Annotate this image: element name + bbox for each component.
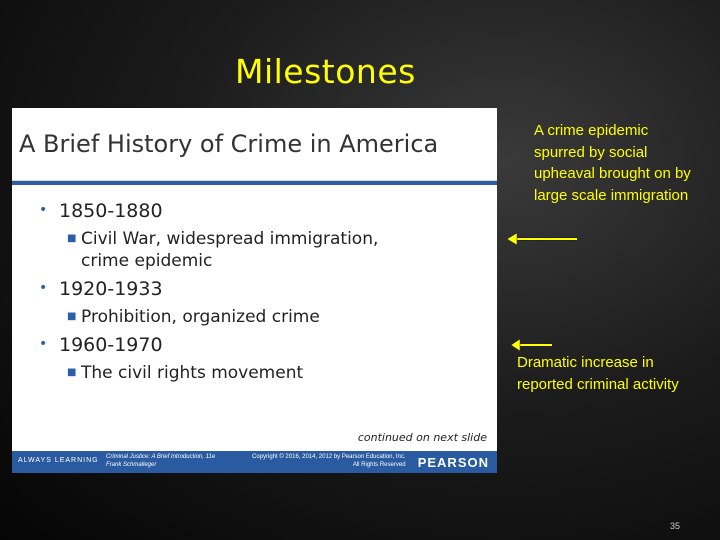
bullet-square-icon: ■ <box>67 233 77 244</box>
embedded-slide-title: A Brief History of Crime in America <box>19 130 439 158</box>
period-label: 1850-1880 <box>59 200 163 222</box>
annotation-civil-rights: Dramatic increase in reported criminal activity <box>517 354 679 393</box>
detail-text: The civil rights movement <box>81 363 304 383</box>
detail-text: crime epidemic <box>81 251 213 271</box>
copyright-line: Copyright © 2016, 2014, 2012 by Pearson Education, Inc. <box>252 454 406 460</box>
header-divider <box>12 181 497 185</box>
arrow-left-icon <box>505 231 580 247</box>
bullet-square-icon: ■ <box>67 367 77 378</box>
book-title: Criminal Justice: A Brief Introduction, 11e <box>106 454 216 460</box>
detail-text: Civil War, widespread immigration, <box>81 229 379 249</box>
arrow-left-icon <box>510 337 555 353</box>
bullet-dot-icon: • <box>39 202 48 218</box>
bullet-period-2 <box>39 278 163 300</box>
copyright-notice <box>252 453 406 469</box>
bullet-square-icon: ■ <box>67 311 77 322</box>
bullet-detail-3 <box>67 362 303 384</box>
embedded-footer <box>12 451 497 473</box>
bullet-detail-2 <box>67 306 320 328</box>
bullet-dot-icon: • <box>39 336 48 352</box>
page-number: 35 <box>670 521 681 531</box>
always-learning-label: ALWAYS LEARNING <box>18 457 99 464</box>
slide-title: Milestones <box>235 52 416 91</box>
detail-text: Prohibition, organized crime <box>81 307 320 327</box>
bullet-period-3 <box>39 334 163 356</box>
bullet-dot-icon: • <box>39 280 48 296</box>
book-author: Frank Schmalleger <box>106 462 157 468</box>
period-label: 1960-1970 <box>59 334 163 356</box>
pearson-logo: PEARSON <box>417 455 489 470</box>
embedded-slide-header <box>12 108 497 181</box>
book-credit <box>106 453 215 469</box>
continued-note: continued on next slide <box>357 431 487 444</box>
bullet-detail-1 <box>67 228 378 272</box>
period-label: 1920-1933 <box>59 278 163 300</box>
annotation-immigration: A crime epidemic spurred by social upheaval brought on by large scale immigration <box>534 122 691 204</box>
bullet-period-1 <box>39 200 163 222</box>
embedded-slide-image <box>12 108 497 473</box>
rights-line: All Rights Reserved <box>352 462 406 468</box>
